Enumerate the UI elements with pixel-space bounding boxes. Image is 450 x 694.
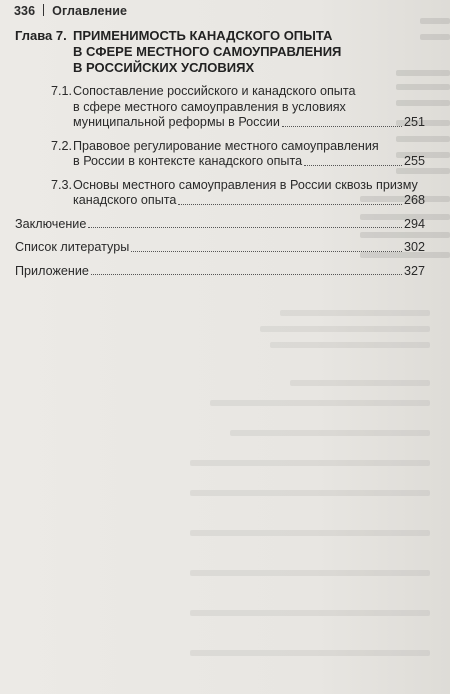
- entry-title: Список литературы: [15, 240, 130, 254]
- bleed-through-text-lower: [150, 280, 440, 694]
- section-line: в сфере местного самоуправления в условиях: [73, 99, 346, 114]
- section-line: Сопоставление российского и канадского опыта: [73, 84, 356, 98]
- dot-leader: [131, 251, 402, 252]
- toc-entry-7-3[interactable]: [15, 178, 425, 209]
- running-header: [14, 4, 127, 18]
- toc-entry-conclusion[interactable]: [15, 217, 425, 233]
- section-line: в России в контексте канадского опыта: [73, 154, 303, 168]
- section-number: 7.2.: [51, 138, 73, 153]
- toc-entry-7-2[interactable]: [15, 139, 425, 170]
- dot-leader: [88, 227, 402, 228]
- toc-entry-7-1[interactable]: [15, 84, 425, 131]
- entry-title: Приложение: [15, 263, 89, 278]
- chapter-title-line: В РОССИЙСКИХ УСЛОВИЯХ: [73, 60, 255, 75]
- chapter-title-line: В СФЕРЕ МЕСТНОГО САМОУПРАВЛЕНИЯ: [73, 44, 342, 59]
- page-ref: 255: [403, 154, 425, 168]
- section-line: муниципальной реформы в России: [73, 115, 280, 129]
- section-line: Основы местного самоуправления в России сквозь призму: [73, 177, 418, 192]
- section-title: Оглавление: [52, 4, 128, 18]
- page-number: 336: [14, 4, 36, 18]
- page-ref: 294: [403, 216, 425, 231]
- chapter-number: Глава 7.: [15, 28, 67, 43]
- dot-leader: [282, 126, 402, 127]
- page-ref: 327: [403, 263, 425, 278]
- entry-title: Заключение: [15, 216, 87, 231]
- header-divider: [43, 4, 44, 16]
- page-ref: 268: [403, 193, 425, 207]
- section-line: Правовое регулирование местного самоуправления: [73, 138, 379, 153]
- toc-entry-references[interactable]: [15, 240, 425, 256]
- dot-leader: [178, 204, 402, 205]
- section-line: канадского опыта: [73, 193, 177, 207]
- chapter-heading: [15, 28, 425, 76]
- section-number: 7.3.: [51, 177, 73, 192]
- chapter-title: [73, 28, 425, 76]
- dot-leader: [91, 274, 402, 275]
- page-ref: 251: [403, 115, 425, 129]
- chapter-title-line: ПРИМЕНИМОСТЬ КАНАДСКОГО ОПЫТА: [73, 28, 333, 43]
- dot-leader: [304, 165, 402, 166]
- page-ref: 302: [403, 240, 425, 254]
- toc-entry-appendix[interactable]: [15, 264, 425, 280]
- table-of-contents: [15, 28, 425, 279]
- section-number: 7.1.: [51, 84, 73, 98]
